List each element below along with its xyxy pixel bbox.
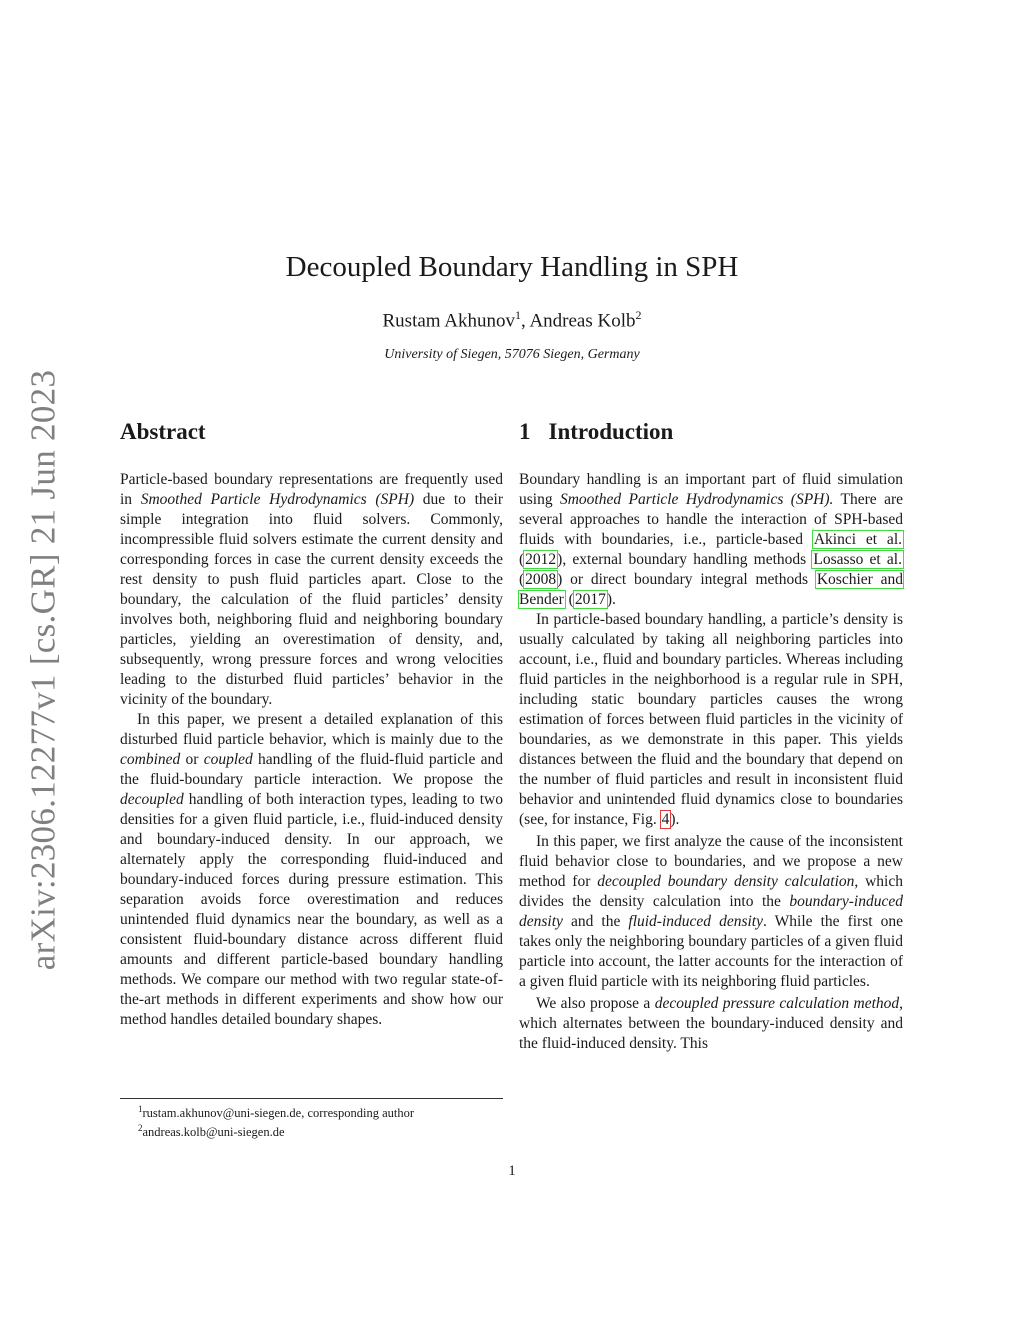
author-line [0,308,1024,332]
citation-koschier[interactable]: Koschier and Bender [519,571,903,608]
arxiv-stamp [18,200,68,1140]
citation-losasso-year[interactable]: 2008 [525,571,557,588]
abstract-paragraph-2: In this paper, we present a detailed explanation of this disturbed fluid particle behavior, which is mainly due to the combined or coupled handling of the fluid-fluid particle and the fluid-boundary particle interaction. We propose the decoupled handling of both interaction types, leading to two densities for a given fluid particle, i.e., fluid-induced density and boundary-induced density. In our approach, we alternately apply the corresponding fluid-induced and boundary-induced forces during pressure estimation. This separation avoids force overestimation and reduces unintended fluid dynamics near the boundary, as well as a consistent fluid-boundary distance across different fluid amounts and different particle-based boundary handling methods. We compare our method with two regular state-of-the-art methods in different experiments and show how our method handles detailed boundary shapes. [120,711,503,1028]
citation-koschier-year[interactable]: 2017 [574,591,606,608]
arxiv-id: arXiv:2306.12277v1 [cs.GR] 21 Jun 2023 [23,369,62,971]
intro-paragraph-3: In this paper, we first analyze the cause of the inconsistent fluid behavior close to boundaries, and we propose a new method for decoupled boundary density calculation, which divides the density calculation into the boundary-induced density and the fluid-induced density. While the first one takes only the neighboring boundary particles of a given fluid particle into account, the latter accounts for the interaction of a given fluid particle with its neighboring fluid particles. [519,833,903,990]
citation-akinci-year[interactable]: 2012 [525,551,557,568]
footnote-2: $^2$andreas.kolb@uni-siegen.de [138,1123,285,1140]
footnotes [120,1098,503,1140]
author-separator: , [520,310,530,332]
affiliation: University of Siegen, 57076 Siegen, Germany [384,347,640,362]
paper-title: Decoupled Boundary Handling in SPH [285,251,739,283]
author-2-mark: 2 [635,308,642,322]
citation-akinci[interactable]: Akinci et al. [813,531,902,548]
author-1-mark: 1 [514,308,521,322]
abstract-heading: Abstract [120,419,206,444]
left-column [120,418,503,1030]
author-2: Andreas Kolb [529,310,636,332]
footnote-1: $^1$rustam.akhunov@uni-siegen.de, corresponding author [138,1104,415,1121]
abstract-paragraph-1: Particle-based boundary representations are frequently used in Smoothed Particle Hydrodynamics (SPH) due to their simple integration into fluid solvers. Commonly, incompressible fluid solvers estimate the current density and corresponding forces in case the current density exceeds the rest density to push fluid particles apart. Close to the boundary, the calculation of the fluid particles’ density involves both, neighboring fluid and neighboring boundary particles, yielding an overestimation of density, and, subsequently, wrong pressure forces and wrong velocities leading to the disturbed fluid particles’ behavior in the vicinity of the boundary. [120,471,503,708]
intro-paragraph-1: Boundary handling is an important part of fluid simulation using Smoothed Particle Hydrodynamics (SPH). There are several approaches to handle the interaction of SPH-based fluids with boundaries, i.e., particle-based Akinci et al. (2012), external boundary handling methods Losasso et al. (2008) or direct boundary integral methods Koschier and Bender (2017). [519,471,903,608]
page-number: 1 [508,1163,516,1179]
intro-paragraph-4: We also propose a decoupled pressure calculation method, which alternates between the boundary-induced density and the fluid-induced density. This [519,995,903,1052]
intro-paragraph-2: In particle-based boundary handling, a particle’s density is usually calculated by taking all neighboring particles into account, i.e., fluid and boundary particles. Whereas including fluid particles in the neighborhood is a regular rule in SPH, including static boundary particles causes the wrong estimation of forces between fluid particles in the vicinity of boundaries, as we demonstrate in this paper. This yields distances between the fluid and the boundary that depend on the number of fluid particles and result in inconsistent fluid behavior and unintended fluid dynamics close to boundaries (see, for instance, Fig. 4). [519,611,903,828]
section-number: 1 [519,419,531,444]
author-1: Rustam Akhunov [382,310,515,332]
figure-reference-4[interactable]: 4 [661,811,670,828]
citation-losasso[interactable]: Losasso et al. [813,551,902,568]
introduction-heading: 1 Introduction [519,419,674,444]
right-column [519,418,903,1054]
